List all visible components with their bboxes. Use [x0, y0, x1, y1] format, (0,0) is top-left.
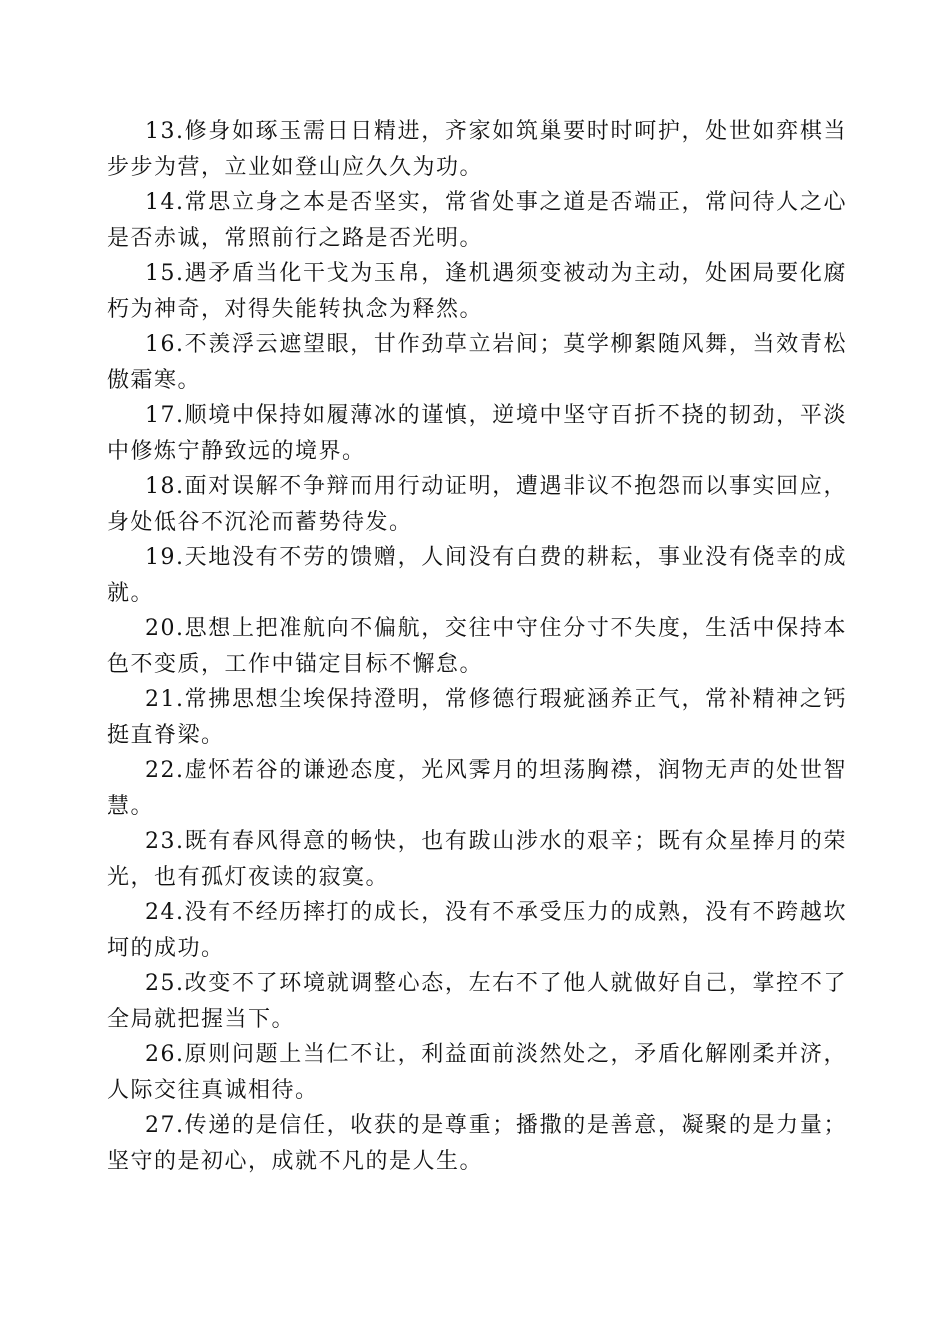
paragraph-15: 15.遇矛盾当化干戈为玉帛，逢机遇须变被动为主动，处困局要化腐朽为神奇，对得失能转执念为释然。 [107, 261, 847, 322]
paragraph-16: 16.不羡浮云遮望眼，甘作劲草立岩间；莫学柳絮随风舞，当效青松傲霜寒。 [107, 332, 847, 393]
paragraph-19: 19.天地没有不劳的馈赠，人间没有白费的耕耘，事业没有侥幸的成就。 [107, 545, 847, 606]
paragraph-17: 17.顺境中保持如履薄冰的谨慎，逆境中坚守百折不挠的韧劲，平淡中修炼宁静致远的境界。 [107, 403, 847, 464]
paragraph-27: 27.传递的是信任，收获的是尊重；播撒的是善意，凝聚的是力量；坚守的是初心，成就不凡的是人生。 [107, 1113, 847, 1174]
paragraph-13: 13.修身如琢玉需日日精进，齐家如筑巢要时时呵护，处世如弈棋当步步为营，立业如登山应久久为功。 [107, 119, 847, 180]
document-body [107, 114, 847, 1179]
paragraph-18: 18.面对误解不争辩而用行动证明，遭遇非议不抱怨而以事实回应，身处低谷不沉沦而蓄势待发。 [107, 474, 847, 535]
paragraph-25: 25.改变不了环境就调整心态，左右不了他人就做好自己，掌控不了全局就把握当下。 [107, 971, 847, 1032]
paragraph-23: 23.既有春风得意的畅快，也有跋山涉水的艰辛；既有众星捧月的荣光，也有孤灯夜读的寂寞。 [107, 829, 847, 890]
paragraph-24: 24.没有不经历摔打的成长，没有不承受压力的成熟，没有不跨越坎坷的成功。 [107, 900, 847, 961]
paragraph-22: 22.虚怀若谷的谦逊态度，光风霁月的坦荡胸襟，润物无声的处世智慧。 [107, 758, 847, 819]
paragraph-20: 20.思想上把准航向不偏航，交往中守住分寸不失度，生活中保持本色不变质，工作中锚定目标不懈怠。 [107, 616, 847, 677]
paragraph-21: 21.常拂思想尘埃保持澄明，常修德行瑕疵涵养正气，常补精神之钙挺直脊梁。 [107, 687, 847, 748]
paragraph-14: 14.常思立身之本是否坚实，常省处事之道是否端正，常问待人之心是否赤诚，常照前行之路是否光明。 [107, 190, 847, 251]
paragraph-26: 26.原则问题上当仁不让，利益面前淡然处之，矛盾化解刚柔并济，人际交往真诚相待。 [107, 1042, 847, 1103]
